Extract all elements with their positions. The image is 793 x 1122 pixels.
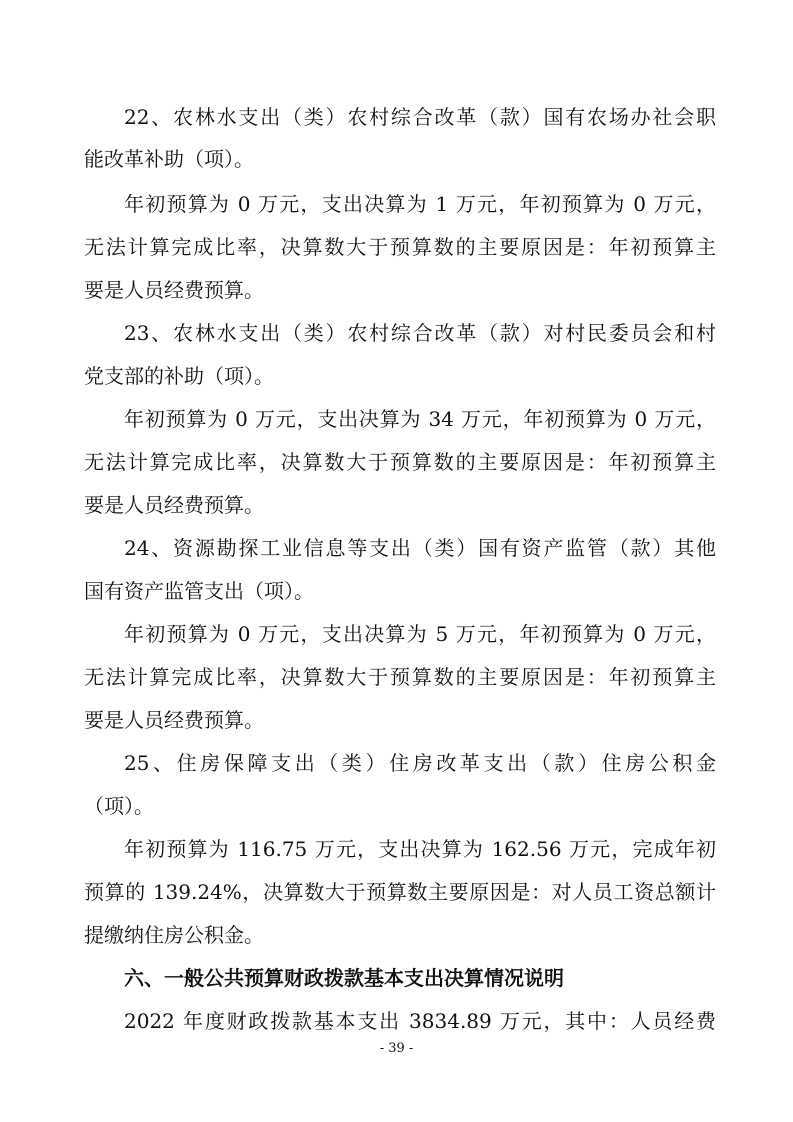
paragraph-line: 年初预算为 116.75 万元，支出决算为 162.56 万元，完成年初 (124, 837, 716, 861)
paragraph-line: 无法计算完成比率，决算数大于预算数的主要原因是：年初预算主 (84, 665, 716, 689)
paragraph-line: 党支部的补助（项）。 (84, 364, 274, 388)
paragraph-line: 提缴纳住房公积金。 (84, 923, 264, 947)
paragraph-line: 要是人员经费预算。 (84, 493, 264, 517)
paragraph-line: 23、农林水支出（类）农村综合改革（款）对村民委员会和村 (124, 321, 716, 345)
paragraph-line: 国有资产监管支出（项）。 (84, 579, 314, 603)
section-heading: 六、一般公共预算财政拨款基本支出决算情况说明 (124, 966, 564, 990)
paragraph-line: 25、住房保障支出（类）住房改革支出（款）住房公积金 (124, 751, 716, 775)
paragraph-line: 预算的 139.24%，决算数大于预算数主要原因是：对人员工资总额计 (84, 880, 716, 904)
paragraph-line: 要是人员经费预算。 (84, 278, 264, 302)
paragraph-line: （项）。 (84, 794, 154, 818)
paragraph-line: 年初预算为 0 万元，支出决算为 1 万元，年初预算为 0 万元， (124, 192, 716, 216)
paragraph-line: 24、资源勘探工业信息等支出（类）国有资产监管（款）其他 (124, 536, 716, 560)
paragraph-line: 要是人员经费预算。 (84, 708, 264, 732)
paragraph-line: 无法计算完成比率，决算数大于预算数的主要原因是：年初预算主 (84, 450, 716, 474)
paragraph-line: 年初预算为 0 万元，支出决算为 34 万元，年初预算为 0 万元， (124, 407, 716, 431)
paragraph-line: 22、农林水支出（类）农村综合改革（款）国有农场办社会职 (124, 105, 716, 129)
paragraph-line: 无法计算完成比率，决算数大于预算数的主要原因是：年初预算主 (84, 235, 716, 259)
paragraph-line: 能改革补助（项）。 (84, 147, 254, 171)
page-number: - 39 - (379, 1041, 414, 1056)
paragraph-line: 2022 年度财政拨款基本支出 3834.89 万元，其中：人员经费 (124, 1009, 716, 1033)
paragraph-line: 年初预算为 0 万元，支出决算为 5 万元，年初预算为 0 万元， (124, 622, 716, 646)
